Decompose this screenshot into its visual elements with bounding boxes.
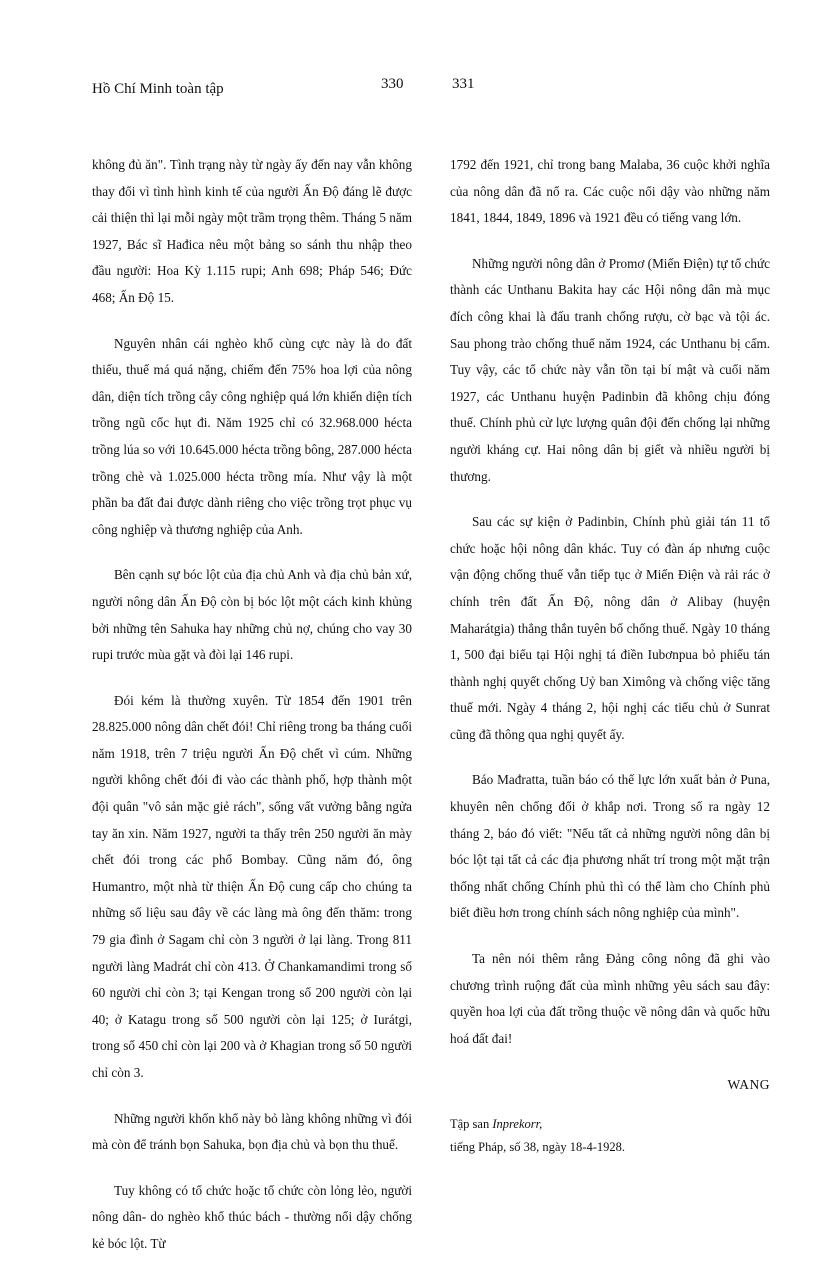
source-line-2: tiếng Pháp, số 38, ngày 18-4-1928.	[450, 1140, 625, 1154]
running-title: Hồ Chí Minh toàn tập	[92, 81, 224, 97]
paragraph: Tuy không có tổ chức hoặc tổ chức còn lỏng lẻo, người nông dân- do nghèo khổ thúc bách - thường nổi dậy chống kẻ bóc lột. Từ	[92, 1182, 412, 1251]
paragraph: 1792 đến 1921, chỉ trong bang Malaba, 36 cuộc khởi nghĩa của nông dân đã nổ ra. Các cuộc nổi dậy vào những năm 1841, 1844, 1849, 1896 và 1921 đều có tiếng vang lớn.	[450, 157, 770, 226]
page-number-right: 331	[452, 76, 475, 92]
paragraph: Những người nông dân ở Promơ (Miến Điện) tự tổ chức thành các Unthanu Bakita hay các Hội nông dân mà mục đích công khai là đấu tranh chống rượu, cờ bạc và tội ác. Sau phong trào chống thuế năm 1924, các Unthanu bị cấm. Tuy vậy, các tổ chức này vẫn tồn tại bí mật và cuối năm 1927, các Unthanu huyện Padinbin đã không chịu đóng thuế. Chính phủ cử lực lượng quân đội đến chống lại những người kháng cự. Hai nông dân bị giết và nhiều người bị thương.	[450, 255, 770, 484]
author-signature: WANG	[727, 1077, 770, 1093]
paragraph: không đủ ăn". Tình trạng này từ ngày ấy đến nay vẫn không thay đổi vì tình hình kinh tế của người Ấn Độ đáng lẽ được cải thiện thì lại mỗi ngày một trầm trọng thêm. Tháng 5 năm 1927, Bác sĩ Hađica nêu một bảng so sánh thu nhập theo đầu người: Hoa Kỳ 1.115 rupi; Anh 698; Pháp 546; Đức 468; Ấn Độ 15.	[92, 157, 412, 305]
source-journal-title: Inprekorr,	[492, 1117, 543, 1131]
left-column	[92, 152, 412, 1277]
paragraph: Bên cạnh sự bóc lột của địa chủ Anh và địa chủ bản xứ, người nông dân Ấn Độ còn bị bóc lột một cách kinh khủng bởi những tên Sahuka hay những chủ nợ, chúng cho vay 30 rupi trước mùa gặt và đòi lại 146 rupi.	[92, 567, 412, 663]
paragraph: Nguyên nhân cái nghèo khổ cùng cực này là do đất thiếu, thuế má quá nặng, chiếm đến 75% hoa lợi của nông dân, diện tích trồng cây công nghiệp quá lớn khiến diện tích trồng ngũ cốc hụt đi. Năm 1925 chỉ có 32.968.000 hécta trồng lúa so với 10.645.000 hécta trồng bông, 287.000 hécta trồng chè và 1.025.000 hécta trồng mía. Như vậy là một phần ba đất đai được dành riêng cho việc trồng trọt phục vụ công nghiệp và thương nghiệp của Anh.	[92, 335, 412, 537]
source-prefix: Tập san	[450, 1117, 493, 1131]
paragraph: Đói kém là thường xuyên. Từ 1854 đến 1901 trên 28.825.000 nông dân chết đói! Chỉ riêng trong ba tháng cuối năm 1918, trên 7 triệu người Ấn Độ chết vì cúm. Những người không chết đói đi vào các thành phố, hợp thành một đội quân "vô sản mặc giẻ rách", sống vất vưởng bằng ngửa tay ăn xin. Năm 1927, người ta thấy trên 250 người ăn mày chết đói trong các phố Bombay. Cũng năm đó, ông Humantro, một nhà từ thiện Ấn Độ cung cấp cho chúng ta những số liệu sau đây về các làng mà ông đến thăm: trong 79 gia đình ở Sagam chỉ còn 3 người ở lại làng. Trong 811 người làng Madrát chỉ còn 413. Ở Chankamandimi trong số 60 người chỉ còn 3; tại Kengan trong số 200 người còn lại 40; ở Katagu trong số 500 người còn lại 125; ở Iurátgi, trong số 450 chỉ còn lại 200 và ở Khagian trong số 50 người chỉ còn 3.	[92, 692, 412, 1080]
paragraph: Sau các sự kiện ở Padinbin, Chính phủ giải tán 11 tổ chức hoặc hội nông dân khác. Tuy có đàn áp nhưng cuộc vận động chống thuế vẫn tiếp tục ở Miến Điện và rải rác ở chính trên đất Ấn Độ, nông dân ở Alibay (huyện Maharátgia) thẳng thắn tuyên bố chống thuế. Ngày 10 tháng 1, 500 đại biểu tại Hội nghị tá điền Iubơnpua bỏ phiếu tán thành nghị quyết chống Uỷ ban Ximông và chống việc tăng thuế mới. Ngày 4 tháng 2, hội nghị các tiểu chủ ở Sunrat cũng đã thông qua nghị quyết ấy.	[450, 514, 770, 742]
page-number-left: 330	[381, 76, 404, 92]
source-line-1	[450, 1113, 770, 1136]
paragraph: Báo Mađratta, tuần báo có thế lực lớn xuất bản ở Puna, khuyên nên chống đối ở khắp nơi. Trong số ra ngày 12 tháng 2, báo đó viết: "Nếu tất cả những người nông dân bị bóc lột tại tất cả các địa phương nhất trí trong một mặt trận thống nhất chống Chính phủ thì có thể làm cho Chính phủ biết điều hơn trong chính sách nông nghiệp của mình".	[450, 772, 770, 921]
paragraph: Những người khốn khổ này bỏ làng không những vì đói mà còn để tránh bọn Sahuka, bọn địa chủ và bọn thu thuế.	[92, 1110, 412, 1153]
paragraph: Ta nên nói thêm rằng Đảng công nông đã ghi vào chương trình ruộng đất của mình những yêu sách sau đây: quyền hoa lợi của đất trồng thuộc về nông dân và quốc hữu hoá đất đai!	[450, 951, 770, 1046]
source-citation	[450, 1113, 770, 1159]
right-column	[450, 152, 770, 1159]
